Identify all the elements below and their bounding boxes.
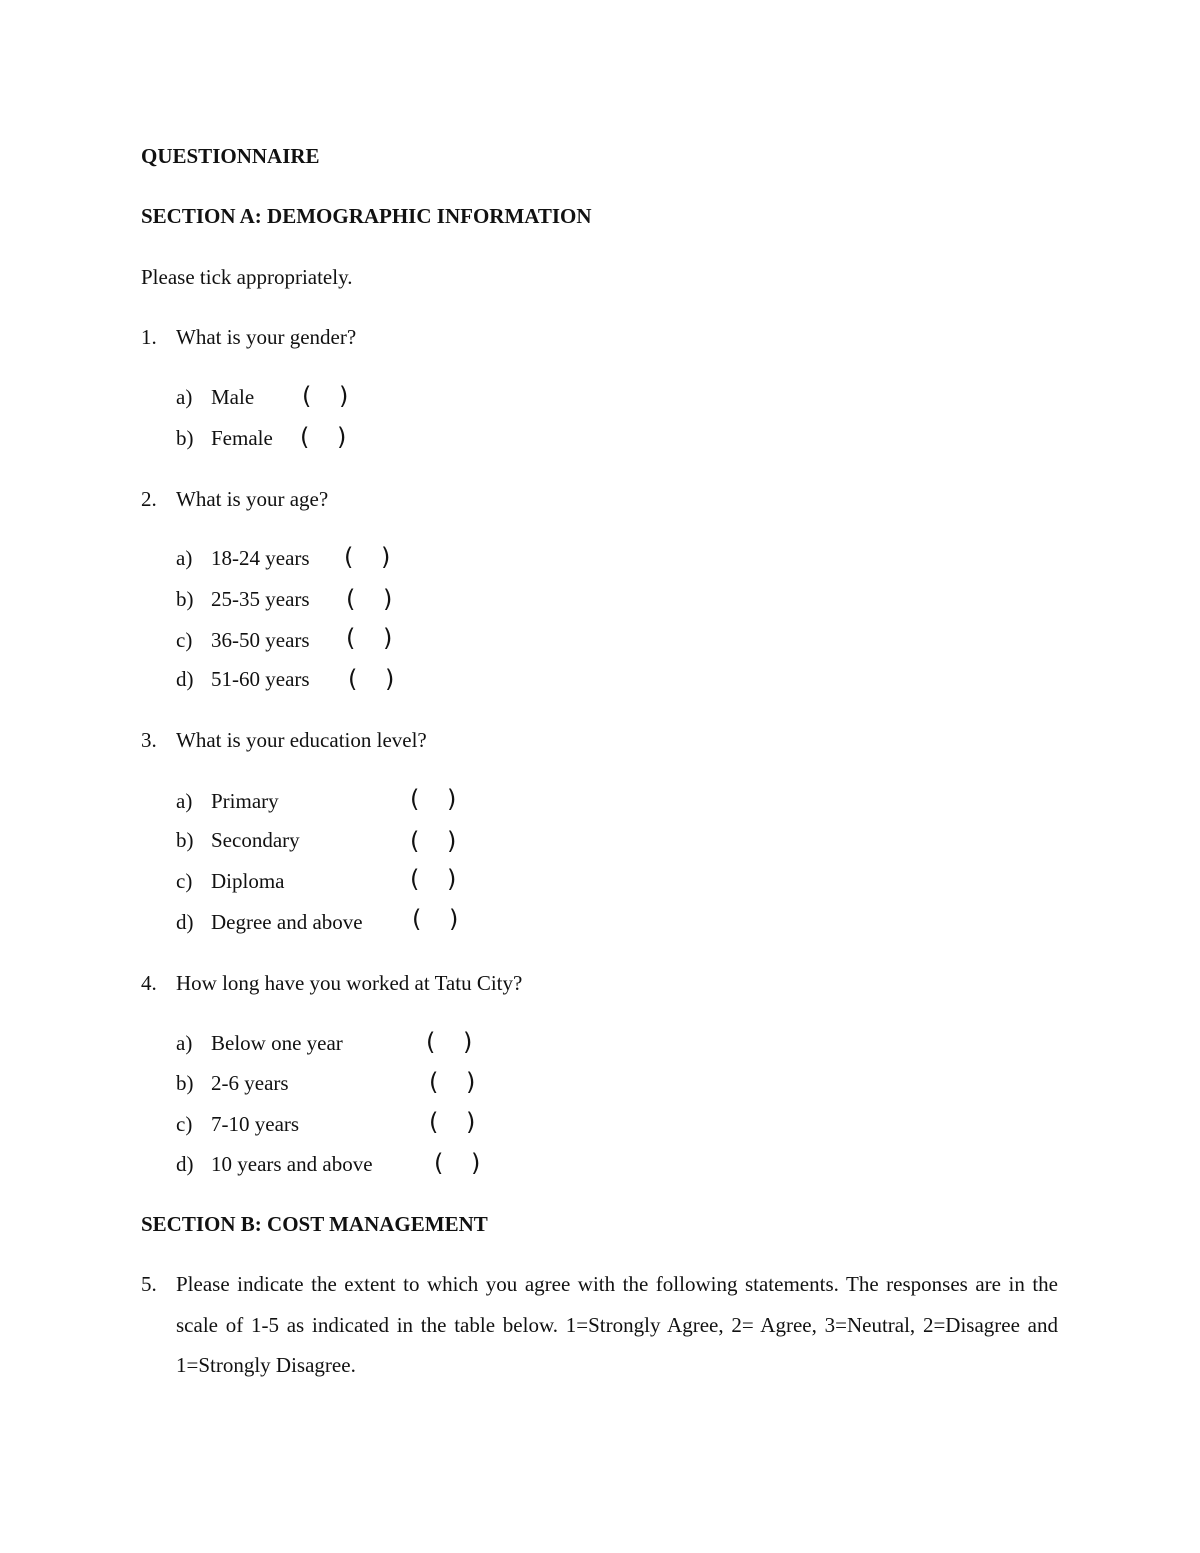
option-label: Below one year [211,1031,343,1055]
instruction-text: Please tick appropriately. [141,265,353,289]
question-number: 2. [141,487,157,511]
question-number: 5. [141,1272,157,1296]
section-a-heading: SECTION A: DEMOGRAPHIC INFORMATION [141,204,592,228]
option-letter: d) [176,910,194,934]
tick-box[interactable]: ( ) [344,543,401,571]
option-label: 2-6 years [211,1071,289,1095]
question-number: 3. [141,728,157,752]
question-text: What is your education level? [176,728,427,752]
question-number: 1. [141,325,157,349]
section-b-heading: SECTION B: COST MANAGEMENT [141,1212,488,1236]
option-label: Degree and above [211,910,363,934]
question-text: What is your gender? [176,325,357,349]
tick-box[interactable]: ( ) [348,665,405,693]
option-letter: a) [176,385,193,409]
tick-box[interactable]: ( ) [410,785,467,813]
tick-box[interactable]: ( ) [410,865,467,893]
option-label: Secondary [211,828,300,852]
tick-box[interactable]: ( ) [410,827,467,855]
option-letter: a) [176,789,193,813]
option-letter: a) [176,546,193,570]
question-text: What is your age? [176,487,329,511]
tick-box[interactable]: ( ) [412,905,469,933]
option-letter: b) [176,587,194,611]
option-letter: c) [176,628,193,652]
option-letter: c) [176,1112,193,1136]
option-label: Primary [211,789,279,813]
question-text: How long have you worked at Tatu City? [176,971,523,995]
option-letter: b) [176,426,194,450]
tick-box[interactable]: ( ) [302,382,359,410]
option-label: 7-10 years [211,1112,300,1136]
option-letter: a) [176,1031,193,1055]
tick-box[interactable]: ( ) [429,1068,486,1096]
option-letter: c) [176,869,193,893]
option-letter: d) [176,1152,194,1176]
tick-box[interactable]: ( ) [434,1149,491,1177]
option-letter: b) [176,828,194,852]
option-label: 51-60 years [211,667,310,691]
option-label: 36-50 years [211,628,310,652]
option-letter: b) [176,1071,194,1095]
option-label: 25-35 years [211,587,310,611]
tick-box[interactable]: ( ) [426,1028,483,1056]
tick-box[interactable]: ( ) [346,624,403,652]
option-label: Female [211,426,273,450]
question-text: Please indicate the extent to which you agree with the following statements. The responses are in the scale of 1-5 as indicated in the table below. 1=Strongly Agree, 2= Agree, 3=Neutral, 2=Disagree and 1=Strongly Disagree. [176,1272,1058,1377]
document-title: QUESTIONNAIRE [141,144,320,168]
option-label: 10 years and above [211,1152,373,1176]
question-number: 4. [141,971,157,995]
option-label: 18-24 years [211,546,310,570]
tick-box[interactable]: ( ) [346,585,403,613]
option-letter: d) [176,667,194,691]
tick-box[interactable]: ( ) [429,1108,486,1136]
option-label: Diploma [211,869,285,893]
tick-box[interactable]: ( ) [300,423,357,451]
option-label: Male [211,385,255,409]
